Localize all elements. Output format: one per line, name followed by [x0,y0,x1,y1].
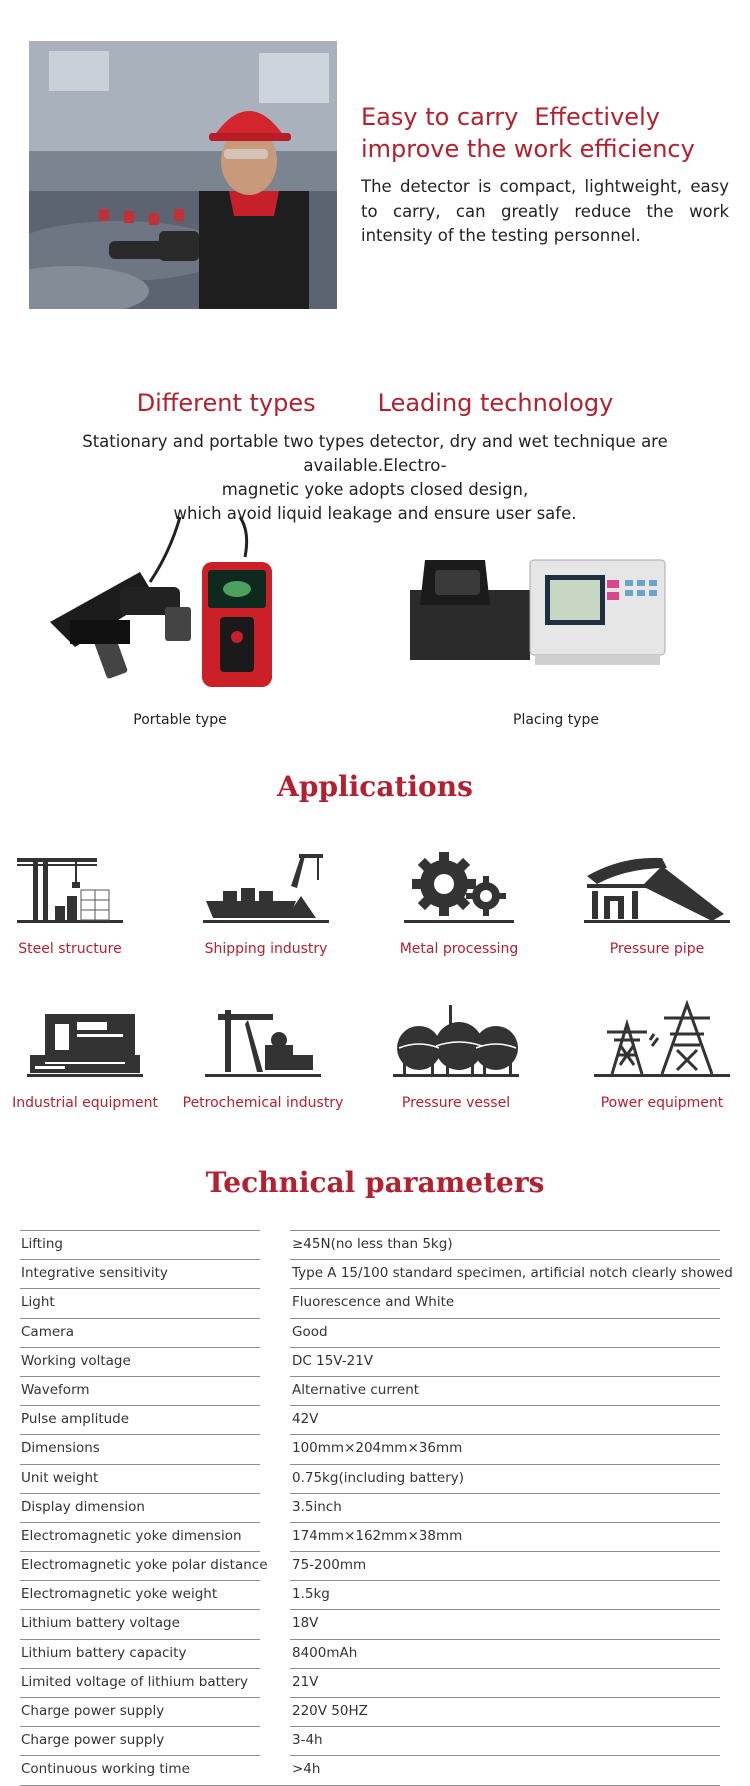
column-gap [260,1609,290,1638]
table-row [20,1610,720,1639]
column-gap [260,1259,290,1288]
application-label: Petrochemical industry [182,1095,344,1111]
table-row [20,1669,720,1698]
table-row [20,1523,720,1552]
column-gap [260,1580,290,1609]
parameter-name: Charge power supply [21,1732,165,1749]
gears-icon [404,846,514,931]
application-label: Pressure vessel [401,1095,511,1111]
parameter-name: Continuous working time [21,1761,190,1778]
hero-title [361,101,731,165]
parameter-value: >4h [292,1761,321,1778]
column-gap [260,1347,290,1376]
application-pressure-vessel [361,1000,551,1111]
column-gap [260,1405,290,1434]
parameter-value: DC 15V-21V [292,1352,374,1369]
table-row [20,1727,720,1756]
ship-icon [201,846,331,931]
parameter-name: Light [21,1294,55,1311]
table-row [20,1698,720,1727]
parameter-name: Dimensions [21,1440,100,1457]
application-label: Shipping industry [204,941,328,957]
parameter-name: Lithium battery voltage [21,1615,180,1632]
table-row [20,1260,733,1289]
table-row [20,1406,720,1435]
column-gap [260,1726,290,1755]
parameter-value: 8400mAh [292,1644,358,1661]
table-row [20,1319,720,1348]
application-label: Power equipment [600,1095,724,1111]
machine-icon [25,1000,145,1085]
parameter-value: Fluorescence and White [292,1294,455,1311]
hero-title-part-a: Easy to carry [361,103,519,131]
table-row [20,1465,720,1494]
parameter-name: Electromagnetic yoke polar distance [21,1557,268,1574]
application-power-equipment [567,1000,750,1111]
parameter-value: 100mm×204mm×36mm [292,1440,463,1457]
pipe-icon [582,846,732,931]
column-gap [260,1464,290,1493]
parameter-value: ≥45N(no less than 5kg) [292,1236,453,1252]
parameter-name: Electromagnetic yoke weight [21,1586,218,1603]
parameter-name: Lifting [21,1236,63,1252]
column-gap [260,1522,290,1551]
table-row [20,1289,720,1318]
parameter-name: Electromagnetic yoke dimension [21,1527,242,1544]
table-row [20,1348,720,1377]
column-gap [260,1434,290,1463]
power-tower-icon [592,1000,732,1085]
table-row [20,1435,720,1464]
types-heading-right: Leading technology [377,389,614,417]
sphere-tanks-icon [391,1000,521,1085]
parameter-name: Lithium battery capacity [21,1644,187,1661]
placing-type-caption: Placing type [513,712,599,728]
parameter-value: Good [292,1323,328,1340]
parameter-value: 174mm×162mm×38mm [292,1527,463,1544]
types-desc-line1: Stationary and portable two types detector, dry and wet technique are available.Electro- [82,432,668,475]
table-row [20,1581,720,1610]
application-label: Metal processing [399,941,519,957]
parameter-name: Waveform [21,1381,90,1398]
column-gap [260,1755,290,1784]
parameter-value: 3.5inch [292,1498,342,1515]
application-shipping-industry [171,846,361,957]
column-gap [260,1639,290,1668]
parameter-name: Integrative sensitivity [21,1265,168,1282]
parameter-value: 42V [292,1411,319,1428]
parameter-value: Alternative current [292,1381,420,1398]
table-row [20,1230,720,1260]
parameter-value: 3-4h [292,1732,323,1749]
column-gap [260,1288,290,1317]
application-metal-processing [364,846,554,957]
parameter-value: 220V 50HZ [292,1703,368,1719]
parameter-value: 18V [292,1615,319,1632]
parameter-name: Pulse amplitude [21,1411,130,1428]
hero-title-part-b: Effectively [534,103,660,131]
table-row [20,1756,720,1785]
application-label: Steel structure [18,941,122,957]
table-row [20,1552,720,1581]
column-gap [260,1376,290,1405]
application-steel-structure [0,846,165,957]
table-row [20,1377,720,1406]
types-heading-left: Different types [136,389,316,417]
crane-icon [15,846,125,931]
parameter-name: Unit weight [21,1469,99,1486]
column-gap [260,1318,290,1347]
table-row [20,1640,720,1669]
application-pressure-pipe [562,846,750,957]
column-gap [260,1697,290,1726]
parameter-value: 0.75kg(including battery) [292,1469,465,1486]
application-label: Industrial equipment [12,1095,158,1111]
technical-parameters-title: Technical parameters [205,1166,545,1199]
hero-photo-worker-inspecting-pipe [29,41,337,309]
table-row [20,1494,720,1523]
parameter-name: Working voltage [21,1352,131,1369]
hero-description: The detector is compact, lightweight, easy to carry, can greatly reduce the work intensity of the testing personnel. [361,177,729,245]
applications-title: Applications [277,770,473,803]
parameter-name: Charge power supply [21,1703,165,1719]
application-label: Pressure pipe [609,941,705,957]
application-industrial-equipment [0,1000,180,1111]
portable-type-caption: Portable type [133,712,227,728]
parameter-value: 21V [292,1673,319,1690]
types-desc-line3: which avoid liquid leakage and ensure user safe. [173,504,577,523]
technical-parameters-table [20,1230,733,1786]
types-desc-line2: magnetic yoke adopts closed design, [221,480,529,499]
parameter-name: Camera [21,1323,74,1340]
column-gap [260,1493,290,1522]
hero-title-part-c: improve the work efficiency [361,135,695,163]
portable-detector-image [30,512,280,692]
parameter-name: Display dimension [21,1498,145,1515]
application-petrochemical-industry [168,1000,358,1111]
types-heading [0,389,750,417]
placing-detector-image [405,530,675,690]
parameter-value: 1.5kg [292,1586,330,1603]
parameter-value: 75-200mm [292,1557,367,1574]
column-gap [260,1668,290,1697]
parameter-value: Type A 15/100 standard specimen, artificial notch clearly showed [292,1265,733,1282]
column-gap [260,1230,290,1259]
parameter-name: Limited voltage of lithium battery [21,1673,249,1690]
pumpjack-icon [203,1000,323,1085]
